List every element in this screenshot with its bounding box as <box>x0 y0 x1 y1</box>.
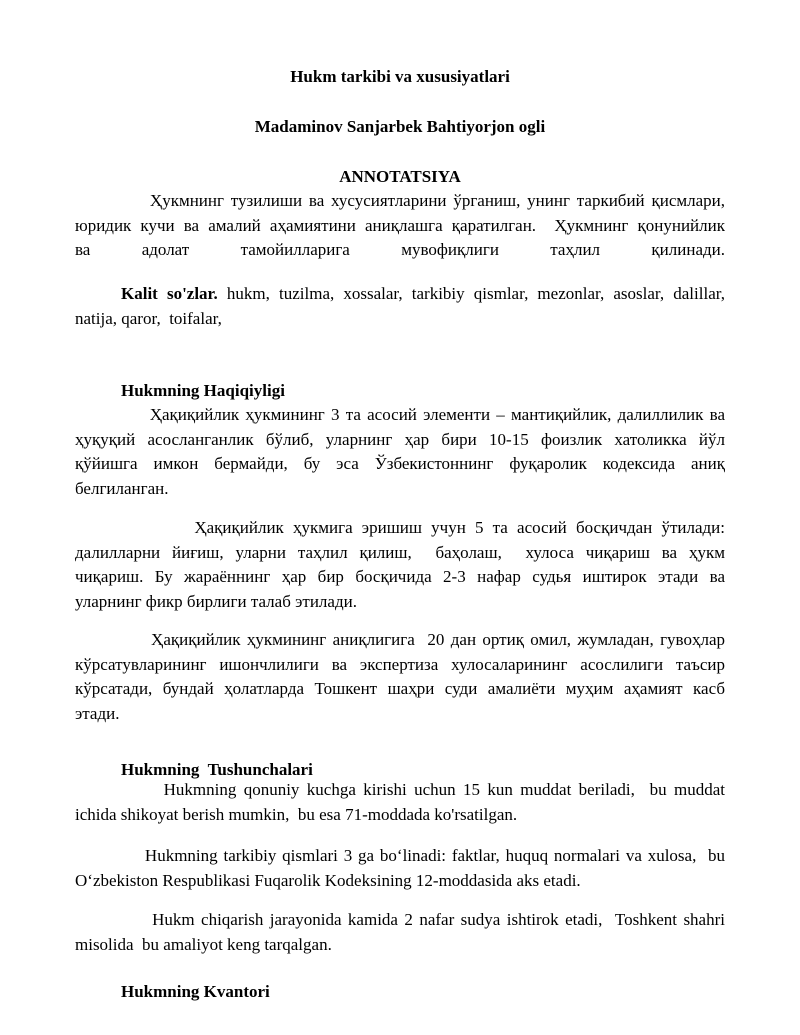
section-heading-kvantori: Hukmning Kvantori <box>121 982 270 1001</box>
paragraph-line: misolida bu amaliyot keng tarqalgan. <box>75 934 332 954</box>
paragraph-line: Ҳақиқийлик ҳукмининг 3 та асосий элементи – мантиқийлик, далиллилик ва <box>75 405 725 424</box>
section2-paragraph <box>75 908 725 957</box>
author-name: Madaminov Sanjarbek Bahtiyorjon ogli <box>254 117 546 136</box>
paragraph-line: чиқариш. Бу жараённинг ҳар бир босқичида 2-3 нафар судья иштирок этади ва <box>75 567 725 586</box>
section-heading-haqiqiyligi: Hukmning Haqiqiyligi <box>121 381 285 400</box>
keywords-list: hukm, tuzilma, xossalar, tarkibiy qismlar, mezonlar, asoslar, dalillar, <box>217 284 725 303</box>
paragraph-line: ichida shikoyat berish mumkin, bu esa 71-moddada ko'rsatilgan. <box>75 804 518 824</box>
annotation-line: Ҳукмнинг тузилиши ва хусусиятларини ўрганиш, унинг таркибий қисмлари, <box>75 191 725 210</box>
section1-paragraph <box>75 628 725 726</box>
keywords-paragraph <box>75 282 725 331</box>
paragraph-line: Ҳақиқийлик ҳукмига эришиш учун 5 та асосий босқичдан ўтилади: <box>75 518 725 537</box>
section1-paragraph <box>75 516 725 614</box>
document-title: Hukm tarkibi va xususiyatlari <box>290 67 510 86</box>
section1-paragraph <box>75 403 725 501</box>
paragraph-line: қўйишга имкон бермайди, бу эса Ўзбекистоннинг фуқаролик кодексида аниқ <box>75 454 725 473</box>
paragraph-line: далилларни йиғиш, уларни таҳлил қилиш, баҳолаш, хулоса чиқариш ва ҳукм <box>75 542 725 562</box>
paragraph-line: белгиланган. <box>75 478 169 498</box>
keywords-label: Kalit so'zlar. <box>121 284 218 303</box>
section-heading-tushunchalari: Hukmning Tushunchalari <box>121 760 313 779</box>
paragraph-line: Hukmning tarkibiy qismlari 3 ga bo‘linadi: faktlar, huquq normalari va xulosa, bu <box>75 846 725 865</box>
paragraph-line: Hukm chiqarish jarayonida kamida 2 nafar sudya ishtirok etadi, Toshkent shahri <box>75 910 725 929</box>
paragraph-line: этади. <box>75 703 120 723</box>
paragraph-line: кўрсатади, бундай ҳолатларда Тошкент шаҳри суди амалиёти муҳим аҳамият касб <box>75 679 725 698</box>
annotation-heading: ANNOTATSIYA <box>339 167 461 186</box>
section2-paragraph <box>75 778 725 827</box>
paragraph-line: ҳуқуқий асосланганлик бўлиб, уларнинг ҳар бири 10-15 фоизлик хатоликка йўл <box>75 429 725 449</box>
paragraph-line: уларнинг фикр бирлиги талаб этилади. <box>75 591 357 611</box>
annotation-line: юридик кучи ва амалий аҳамиятини аниқлашга қаратилган. Ҳукмнинг қонунийлик <box>75 215 725 235</box>
annotation-paragraph <box>75 189 725 263</box>
paragraph-line: Ҳақиқийлик ҳукмининг аниқлигига 20 дан ортиқ омил, жумладан, гувоҳлар <box>75 630 725 649</box>
paragraph-line: O‘zbekiston Respublikasi Fuqarolik Kodeksining 12-moddasida aks etadi. <box>75 870 581 890</box>
keywords-line: natija, qaror, toifalar, <box>75 308 222 328</box>
paragraph-line: кўрсатувларининг ишончлилиги ва экспертиза хулосаларининг асослилиги таъсир <box>75 654 725 674</box>
keywords-line <box>75 282 725 307</box>
paragraph-line: Hukmning qonuniy kuchga kirishi uchun 15 kun muddat beriladi, bu muddat <box>75 780 725 799</box>
section2-paragraph <box>75 844 725 893</box>
annotation-line: ва адолат тамойилларига мувофиқлиги таҳлил қилинади. <box>75 240 725 259</box>
